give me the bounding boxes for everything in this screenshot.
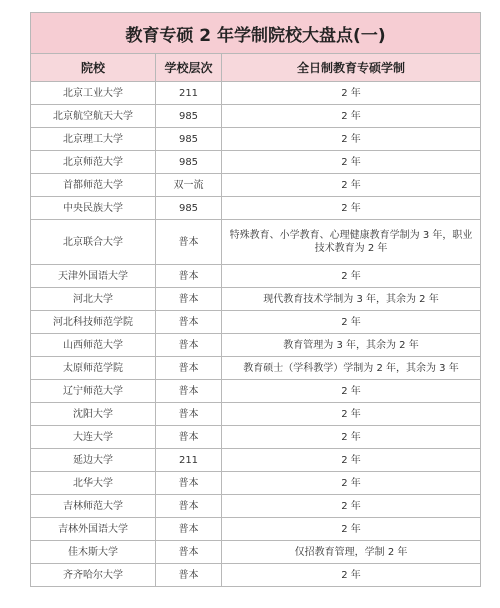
cell-duration: 2 年 (222, 82, 481, 105)
table-row (31, 472, 481, 495)
cell-level: 普本 (156, 288, 222, 311)
table-row (31, 311, 481, 334)
cell-level: 普本 (156, 357, 222, 380)
cell-level: 双一流 (156, 174, 222, 197)
cell-school: 河北大学 (31, 288, 156, 311)
cell-duration: 2 年 (222, 174, 481, 197)
cell-level: 普本 (156, 265, 222, 288)
cell-level: 普本 (156, 220, 222, 265)
cell-school: 北京航空航天大学 (31, 105, 156, 128)
cell-level: 普本 (156, 334, 222, 357)
cell-duration: 2 年 (222, 403, 481, 426)
table-row (31, 220, 481, 265)
cell-duration: 特殊教育、小学教育、心理健康教育学制为 3 年，职业技术教育为 2 年 (222, 220, 481, 265)
cell-school: 北华大学 (31, 472, 156, 495)
cell-duration: 2 年 (222, 380, 481, 403)
cell-school: 延边大学 (31, 449, 156, 472)
cell-duration: 2 年 (222, 426, 481, 449)
header-row (31, 54, 481, 82)
cell-duration: 2 年 (222, 105, 481, 128)
cell-school: 中央民族大学 (31, 197, 156, 220)
cell-school: 辽宁师范大学 (31, 380, 156, 403)
table-row (31, 128, 481, 151)
cell-duration: 现代教育技术学制为 3 年，其余为 2 年 (222, 288, 481, 311)
header-duration: 全日制教育专硕学制 (222, 54, 481, 82)
cell-duration: 2 年 (222, 449, 481, 472)
table-row (31, 426, 481, 449)
cell-school: 吉林师范大学 (31, 495, 156, 518)
cell-duration: 2 年 (222, 151, 481, 174)
cell-level: 普本 (156, 518, 222, 541)
cell-duration: 2 年 (222, 128, 481, 151)
table-row (31, 380, 481, 403)
table-row (31, 197, 481, 220)
cell-level: 普本 (156, 426, 222, 449)
table-row (31, 105, 481, 128)
cell-level: 普本 (156, 472, 222, 495)
table-row (31, 334, 481, 357)
cell-school: 沈阳大学 (31, 403, 156, 426)
cell-level: 211 (156, 82, 222, 105)
cell-duration: 教育硕士（学科教学）学制为 2 年，其余为 3 年 (222, 357, 481, 380)
cell-school: 天津外国语大学 (31, 265, 156, 288)
cell-duration: 2 年 (222, 564, 481, 587)
cell-duration: 2 年 (222, 197, 481, 220)
cell-school: 太原师范学院 (31, 357, 156, 380)
cell-duration: 仅招教育管理，学制 2 年 (222, 541, 481, 564)
cell-school: 北京理工大学 (31, 128, 156, 151)
cell-level: 985 (156, 128, 222, 151)
table-row (31, 288, 481, 311)
cell-level: 普本 (156, 541, 222, 564)
table-row (31, 357, 481, 380)
cell-school: 北京联合大学 (31, 220, 156, 265)
cell-level: 普本 (156, 380, 222, 403)
cell-duration: 2 年 (222, 472, 481, 495)
header-school: 院校 (31, 54, 156, 82)
cell-school: 北京工业大学 (31, 82, 156, 105)
cell-school: 佳木斯大学 (31, 541, 156, 564)
cell-level: 普本 (156, 495, 222, 518)
cell-duration: 2 年 (222, 265, 481, 288)
cell-school: 吉林外国语大学 (31, 518, 156, 541)
table-row (31, 151, 481, 174)
table-title: 教育专硕 2 年学制院校大盘点(一) (31, 13, 481, 54)
table-row (31, 82, 481, 105)
table-row (31, 449, 481, 472)
cell-level: 985 (156, 197, 222, 220)
cell-duration: 2 年 (222, 518, 481, 541)
cell-school: 大连大学 (31, 426, 156, 449)
cell-duration: 2 年 (222, 495, 481, 518)
universities-table (30, 12, 481, 587)
cell-level: 普本 (156, 564, 222, 587)
header-level: 学校层次 (156, 54, 222, 82)
table-row (31, 495, 481, 518)
title-row (31, 13, 481, 54)
table-row (31, 564, 481, 587)
table-row (31, 403, 481, 426)
cell-duration: 教育管理为 3 年，其余为 2 年 (222, 334, 481, 357)
cell-level: 985 (156, 105, 222, 128)
cell-duration: 2 年 (222, 311, 481, 334)
cell-level: 普本 (156, 311, 222, 334)
cell-school: 齐齐哈尔大学 (31, 564, 156, 587)
table-row (31, 518, 481, 541)
cell-school: 北京师范大学 (31, 151, 156, 174)
document-page (30, 12, 480, 587)
cell-level: 普本 (156, 403, 222, 426)
table-row (31, 265, 481, 288)
cell-level: 985 (156, 151, 222, 174)
cell-level: 211 (156, 449, 222, 472)
table-row (31, 541, 481, 564)
table-row (31, 174, 481, 197)
cell-school: 山西师范大学 (31, 334, 156, 357)
cell-school: 首都师范大学 (31, 174, 156, 197)
cell-school: 河北科技师范学院 (31, 311, 156, 334)
